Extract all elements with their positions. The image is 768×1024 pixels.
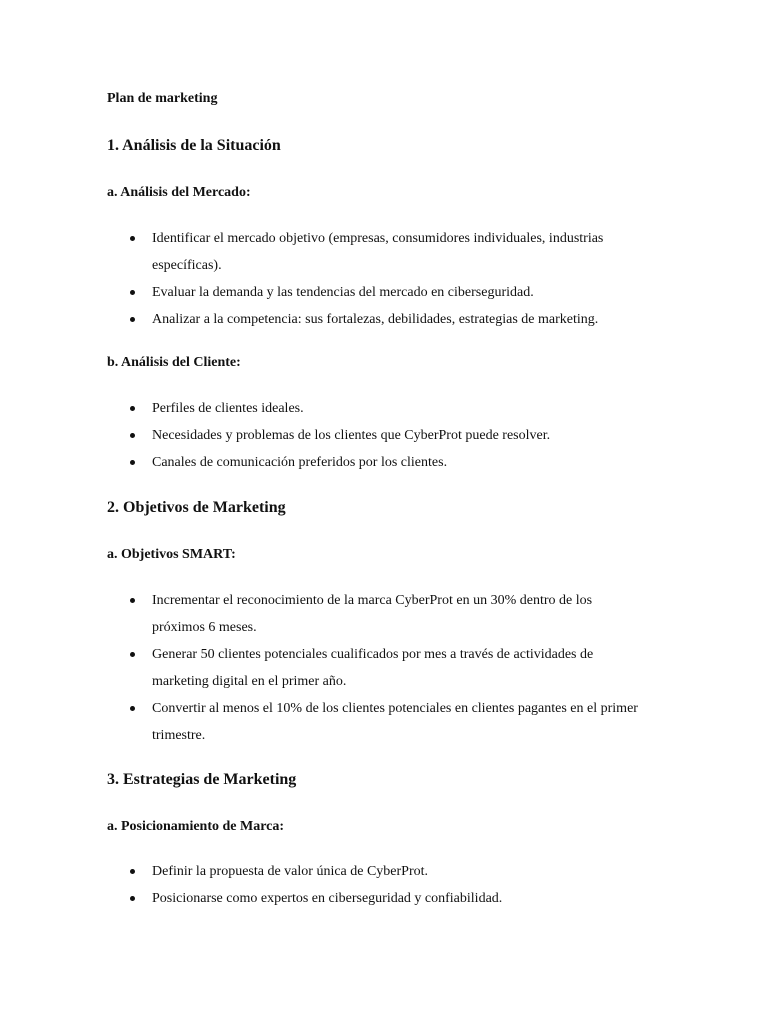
list-item: Evaluar la demanda y las tendencias del mercado en ciberseguridad. xyxy=(107,279,647,306)
bullet-icon xyxy=(130,869,135,874)
list-item: Generar 50 clientes potenciales cualificados por mes a través de actividades de marketing digital en el primer año. xyxy=(107,641,647,695)
section-heading-estrategias-marketing: 3. Estrategias de Marketing xyxy=(107,771,297,788)
bullet-icon xyxy=(130,896,135,901)
list-item: Posicionarse como expertos en ciberseguridad y confiabilidad. xyxy=(107,885,647,912)
bullet-icon xyxy=(130,652,135,657)
bullet-list-analisis-cliente xyxy=(107,395,647,476)
bullet-icon xyxy=(130,290,135,295)
subsection-heading-analisis-cliente: b. Análisis del Cliente: xyxy=(107,355,241,370)
bullet-icon xyxy=(130,406,135,411)
section-heading-objetivos-marketing: 2. Objetivos de Marketing xyxy=(107,499,286,516)
bullet-icon xyxy=(130,236,135,241)
list-item: Definir la propuesta de valor única de CyberProt. xyxy=(107,858,647,885)
subsection-heading-analisis-mercado: a. Análisis del Mercado: xyxy=(107,185,251,200)
document-title: Plan de marketing xyxy=(107,91,218,106)
bullet-icon xyxy=(130,598,135,603)
list-item: Perfiles de clientes ideales. xyxy=(107,395,647,422)
list-item: Analizar a la competencia: sus fortalezas, debilidades, estrategias de marketing. xyxy=(107,306,647,333)
bullet-list-analisis-mercado xyxy=(107,225,647,333)
subsection-heading-objetivos-smart: a. Objetivos SMART: xyxy=(107,547,236,562)
bullet-list-posicionamiento-marca xyxy=(107,858,647,912)
subsection-heading-posicionamiento-marca: a. Posicionamiento de Marca: xyxy=(107,819,285,834)
bullet-icon xyxy=(130,460,135,465)
list-item: Canales de comunicación preferidos por los clientes. xyxy=(107,449,647,476)
bullet-icon xyxy=(130,433,135,438)
list-item: Incrementar el reconocimiento de la marca CyberProt en un 30% dentro de los próximos 6 meses. xyxy=(107,587,647,641)
section-heading-analisis-situacion: 1. Análisis de la Situación xyxy=(107,137,281,154)
bullet-icon xyxy=(130,317,135,322)
bullet-list-objetivos-smart xyxy=(107,587,647,749)
bullet-icon xyxy=(130,706,135,711)
list-item: Necesidades y problemas de los clientes que CyberProt puede resolver. xyxy=(107,422,647,449)
list-item: Identificar el mercado objetivo (empresas, consumidores individuales, industrias específicas). xyxy=(107,225,647,279)
list-item: Convertir al menos el 10% de los clientes potenciales en clientes pagantes en el primer trimestre. xyxy=(107,695,647,749)
